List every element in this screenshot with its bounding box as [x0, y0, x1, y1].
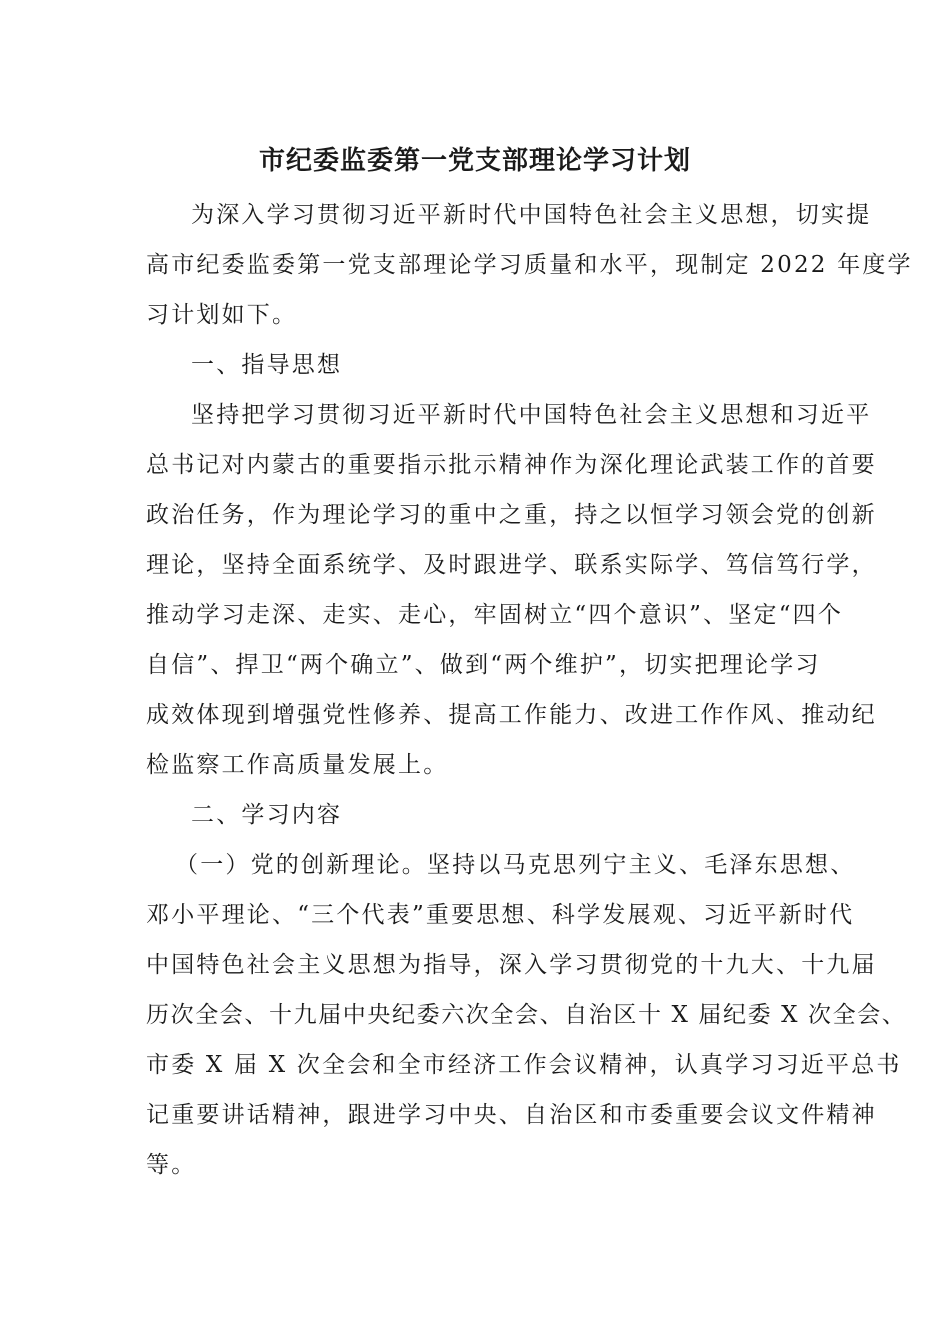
- paragraph-line: 习计划如下。: [146, 302, 298, 328]
- paragraph-line: 坚持把学习贯彻习近平新时代中国特色社会主义思想和习近平: [191, 402, 872, 428]
- paragraph-line: 邓小平理论、“三个代表”重要思想、科学发展观、习近平新时代: [146, 902, 855, 928]
- section-heading-guiding-thought: 一、指导思想: [191, 352, 343, 378]
- paragraph-line: 政治任务，作为理论学习的重中之重，持之以恒学习领会党的创新: [146, 502, 877, 528]
- paragraph-line: 历次全会、十九届中央纪委六次全会、自治区十 X 届纪委 X 次全会、: [146, 1002, 907, 1028]
- paragraph-line: 推动学习走深、走实、走心，牢固树立“四个意识”、坚定“四个: [146, 602, 844, 628]
- paragraph-line: 理论，坚持全面系统学、及时跟进学、联系实际学、笃信笃行学，: [146, 552, 877, 578]
- paragraph-line: 成效体现到增强党性修养、提高工作能力、改进工作作风、推动纪: [146, 702, 877, 728]
- section-heading-study-content: 二、学习内容: [191, 802, 343, 828]
- paragraph-line: 记重要讲话精神，跟进学习中央、自治区和市委重要会议文件精神: [146, 1102, 877, 1128]
- paragraph-line: 等。: [146, 1152, 197, 1178]
- paragraph-line: 市委 X 届 X 次全会和全市经济工作会议精神，认真学习习近平总书: [146, 1052, 902, 1078]
- paragraph-line: 检监察工作高质量发展上。: [146, 752, 449, 778]
- paragraph-line: 中国特色社会主义思想为指导，深入学习贯彻党的十九大、十九届: [146, 952, 877, 978]
- paragraph-line: 高市纪委监委第一党支部理论学习质量和水平，现制定 2022 年度学: [146, 252, 913, 278]
- document-title: 市纪委监委第一党支部理论学习计划: [258, 146, 691, 176]
- paragraph-line: （一）党的创新理论。坚持以马克思列宁主义、毛泽东思想、: [175, 852, 856, 878]
- paragraph-line: 为深入学习贯彻习近平新时代中国特色社会主义思想，切实提: [191, 202, 872, 228]
- paragraph-line: 总书记对内蒙古的重要指示批示精神作为深化理论武装工作的首要: [146, 452, 877, 478]
- paragraph-line: 自信”、捍卫“两个确立”、做到“两个维护”，切实把理论学习: [146, 652, 821, 678]
